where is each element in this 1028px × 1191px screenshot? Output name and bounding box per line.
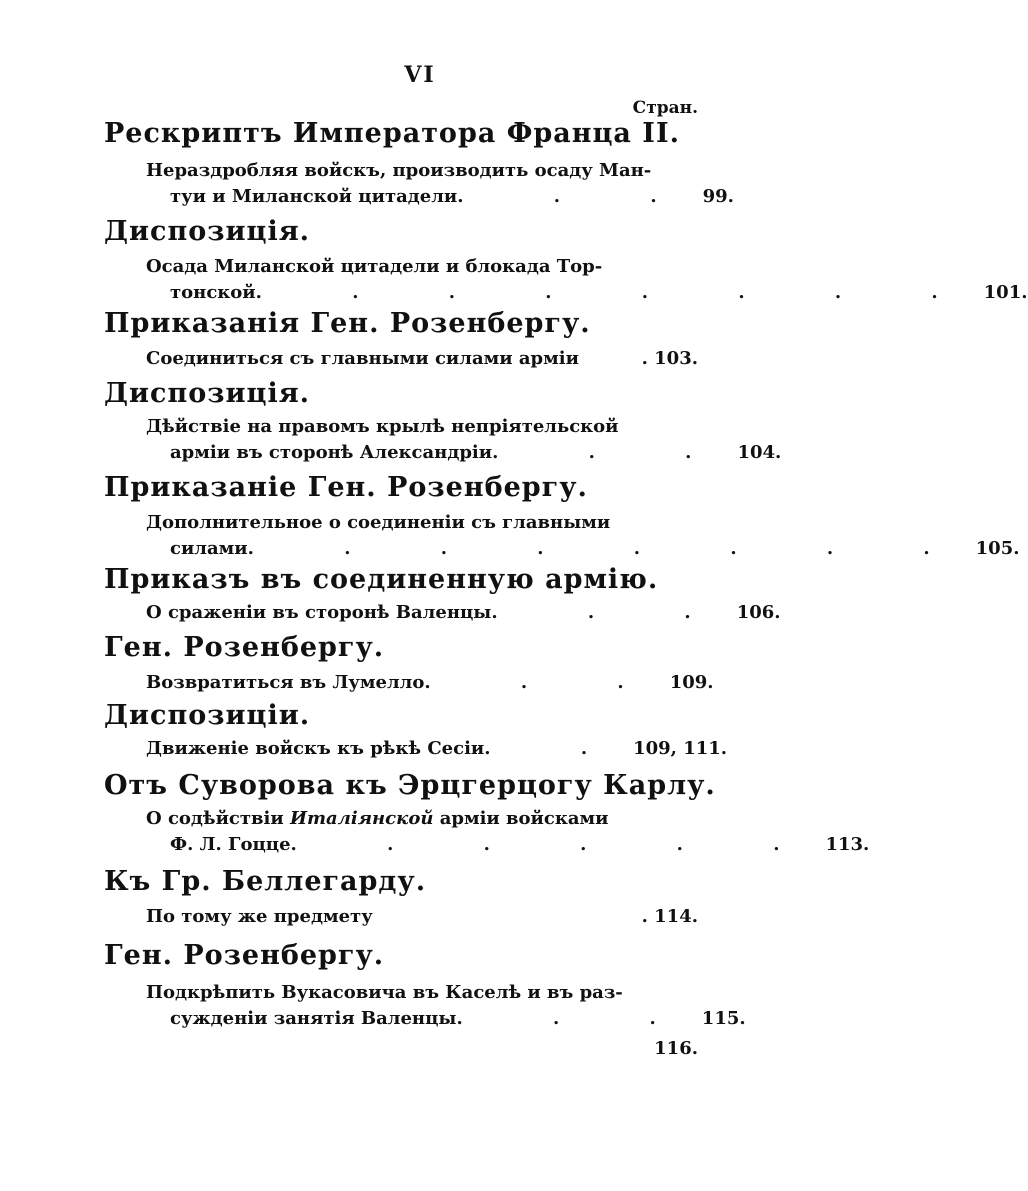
entry-heading: Приказаніе Ген. Розенбергу. [104, 472, 588, 503]
entry-line: Ф. Л. Гоцце . . . . . . 113. [170, 834, 870, 855]
entry-line: арміи въ сторонѣ Александріи . . . 104. [170, 442, 782, 463]
entry-heading: Рескриптъ Императора Франца II. [104, 118, 680, 149]
entry-heading: Отъ Суворова къ Эрцгерцогу Карлу. [104, 770, 716, 801]
entry-heading: Приказанія Ген. Розенбергу. [104, 308, 591, 339]
entry-page: 109. [669, 672, 714, 693]
entry-line: Движеніе войскъ къ рѣкѣ Сесіи . . 109, 111. [146, 738, 728, 759]
entry-page: 106. [736, 602, 781, 623]
entry-page: 104. [737, 442, 782, 463]
entry-heading: Приказъ въ соединенную армію. [104, 564, 659, 595]
entry-line: Осада Миланской цитадели и блокада Тор- [146, 256, 603, 277]
entry-line: О сраженіи въ сторонѣ Валенцы . . . 106. [146, 602, 781, 623]
entry-page: 109, 111. [633, 738, 728, 759]
entry-line: Соединиться съ главными силами арміи . 103. [146, 348, 698, 369]
entry-page: 113. [825, 834, 870, 855]
entry-heading: Къ Гр. Беллегарду. [104, 866, 427, 897]
entry-line: сужденіи занятія Валенцы . . . 115. [170, 1008, 746, 1029]
entry-heading: Ген. Розенбергу. [104, 940, 385, 971]
entry-heading: Ген. Розенбергу. [104, 632, 385, 663]
entry-page: 101. [983, 282, 1028, 303]
entry-line: О содѣйствіи Италіянской арміи войсками [146, 808, 609, 829]
entry-heading: Диспозиція. [104, 378, 311, 409]
entry-line: Возвратиться въ Лумелло . . . 109. [146, 672, 714, 693]
entry-line: туи и Миланской цитадели . . . 99. [170, 186, 734, 207]
entry-page: 115. [701, 1008, 746, 1029]
entry-line: силами . . . . . . . . 105. [170, 538, 1020, 559]
page-number: VI [404, 62, 436, 88]
entry-line: Подкрѣпить Вукасовича въ Каселѣ и въ раз- [146, 982, 623, 1003]
extra-page-number: 116. [654, 1038, 698, 1059]
entry-page: . 103. [641, 348, 698, 369]
entry-line: тонской . . . . . . . . 101. [170, 282, 1028, 303]
entry-heading: Диспозиція. [104, 216, 311, 247]
entry-page: 99. [702, 186, 734, 207]
entry-line: По тому же предмету . 114. [146, 906, 698, 927]
entry-line: Дополнительное о соединеніи съ главными [146, 512, 611, 533]
page-column-label: Стран. [632, 98, 698, 118]
entry-heading: Диспозиціи. [104, 700, 311, 731]
entry-line: Нераздробляя войскъ, производить осаду Ман- [146, 160, 652, 181]
entry-page: . 114. [641, 906, 698, 927]
entry-page: 105. [975, 538, 1020, 559]
entry-line: Дѣйствіе на правомъ крылѣ непріятельской [146, 416, 619, 437]
